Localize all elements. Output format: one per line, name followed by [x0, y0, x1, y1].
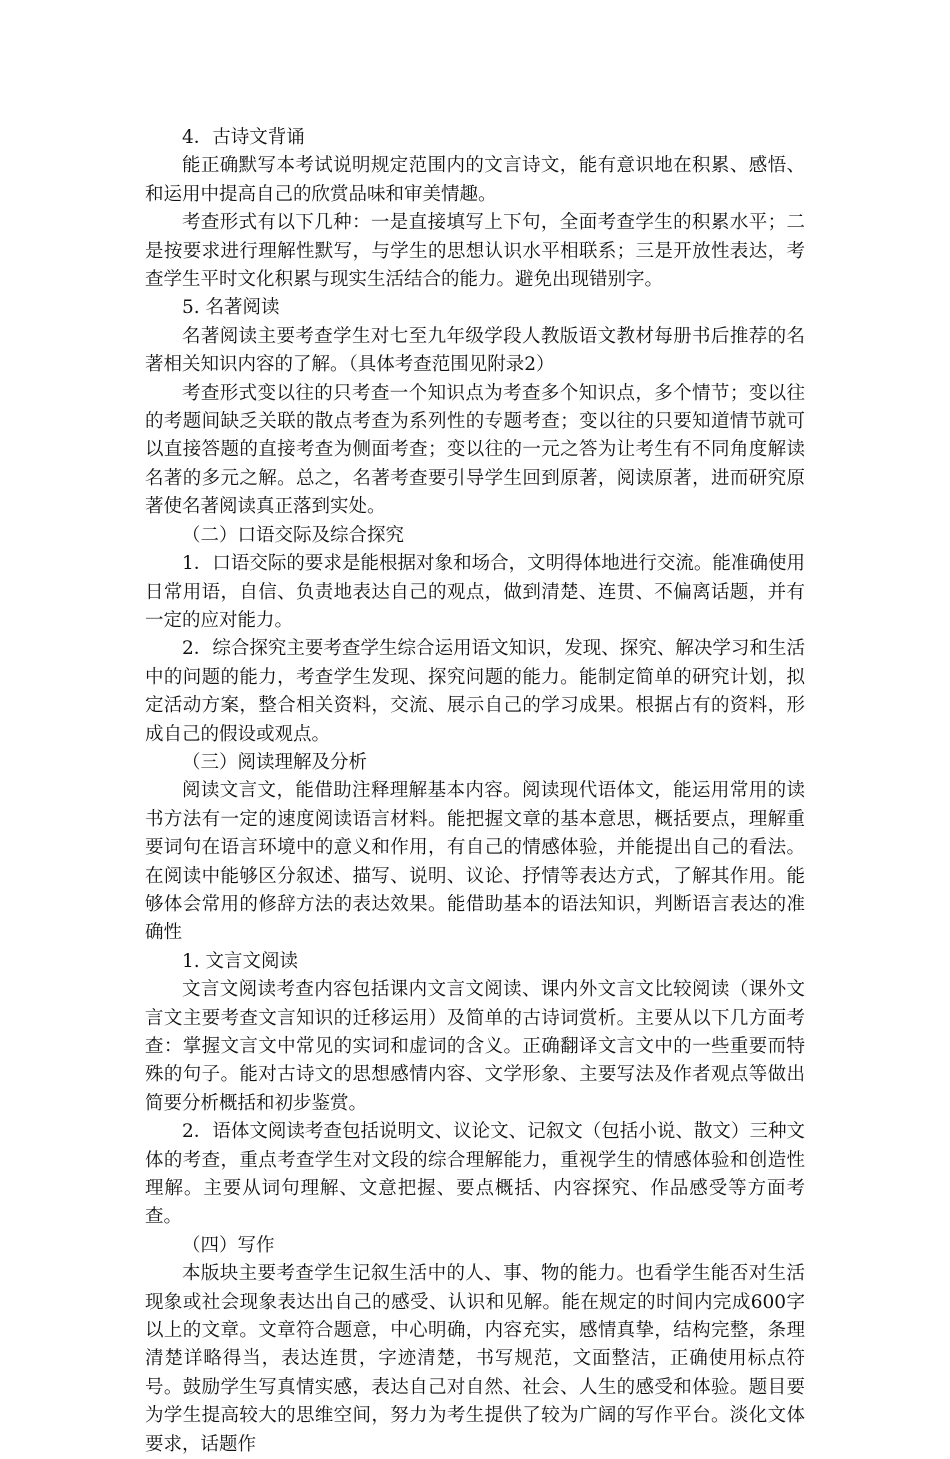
section-heading: 5. 名著阅读: [182, 297, 280, 319]
section-heading: 4．古诗文背诵: [182, 127, 305, 148]
body-paragraph: 文言文阅读考查内容包括课内文言文阅读、课内外文言文比较阅读（课外文言文主要考查文言知识的迁移运用）及简单的古诗词赏析。主要从以下几方面考查：掌握文言文中常见的实词和虚词的含义。正确翻译文言文中的一些重要而特殊的句子。能对古诗文的思想感情内容、文学形象、主要写法及作者观点等做出简要分析概括和初步鉴赏。: [145, 979, 805, 1114]
body-paragraph: 考查形式变以往的只考查一个知识点为考查多个知识点，多个情节；变以往的考题间缺乏关联的散点考查为系列性的专题考查；变以往的只要知道情节就可以直接答题的直接考查为侧面考查；变以往的一元之答为让考生有不同角度解读名著的多元之解。总之，名著考查要引导学生回到原著，阅读原著，进而研究原著使名著阅读真正落到实处。: [145, 382, 805, 518]
body-paragraph: 名著阅读主要考查学生对七至九年级学段人教版语文教材每册书后推荐的名著相关知识内容的了解。（具体考查范围见附录2）: [145, 325, 805, 376]
body-paragraph: 能正确默写本考试说明规定范围内的文言诗文，能有意识地在积累、感悟、和运用中提高自己的欣赏品味和审美情趣。: [145, 155, 805, 205]
section-heading: （二）口语交际及综合探究: [182, 524, 405, 546]
body-paragraph: 考查形式有以下几种：一是直接填写上下句，全面考查学生的积累水平；二是按要求进行理解性默写，与学生的思想认识水平相联系；三是开放性表达，考查学生平时文化积累与现实生活结合的能力。避免出现错别字。: [145, 212, 805, 291]
body-paragraph: 1．口语交际的要求是能根据对象和场合，文明得体地进行交流。能准确使用日常用语，自信、负责地表达自己的观点，做到清楚、连贯、不偏离话题，并有一定的应对能力。: [145, 553, 805, 631]
body-paragraph: 2．语体文阅读考查包括说明文、议论文、记叙文（包括小说、散文）三种文体的考查，重点考查学生对文段的综合理解能力，重视学生的情感体验和创造性理解。主要从词句理解、文意把握、要点概括、内容探究、作品感受等方面考查。: [145, 1121, 805, 1228]
body-paragraph: 2．综合探究主要考查学生综合运用语文知识，发现、探究、解决学习和生活中的问题的能力，考查学生发现、探究问题的能力。能制定简单的研究计划，拟定活动方案，整合相关资料，交流、展示自己的学习成果。根据占有的资料，形成自己的假设或观点。: [145, 638, 805, 745]
section-heading: （三）阅读理解及分析: [182, 751, 368, 773]
section-heading: 1. 文言文阅读: [182, 950, 299, 972]
document-body: [145, 124, 805, 1459]
section-heading: （四）写作: [182, 1234, 275, 1256]
body-paragraph: 阅读文言文，能借助注释理解基本内容。阅读现代语体文，能运用常用的读书方法有一定的速度阅读语言材料。能把握文章的基本意思，概括要点，理解重要词句在语言环境中的意义和作用，有自己的情感体验，并能提出自己的看法。在阅读中能够区分叙述、描写、说明、议论、抒情等表达方式，了解其作用。能够体会常用的修辞方法的表达效果。能借助基本的语法知识，判断语言表达的准确性: [145, 780, 805, 944]
body-paragraph: 本版块主要考查学生记叙生活中的人、事、物的能力。也看学生能否对生活现象或社会现象表达出自己的感受、认识和见解。能在规定的时间内完成600字以上的文章。文章符合题意，中心明确，内容充实，感情真挚，结构完整，条理清楚详略得当，表达连贯，字迹清楚，书写规范，文面整洁，正确使用标点符号。鼓励学生写真情实感，表达自己对自然、社会、人生的感受和体验。题目要为学生提高较大的思维空间，努力为考生提供了较为广阔的写作平台。淡化文体要求，话题作: [145, 1263, 805, 1455]
